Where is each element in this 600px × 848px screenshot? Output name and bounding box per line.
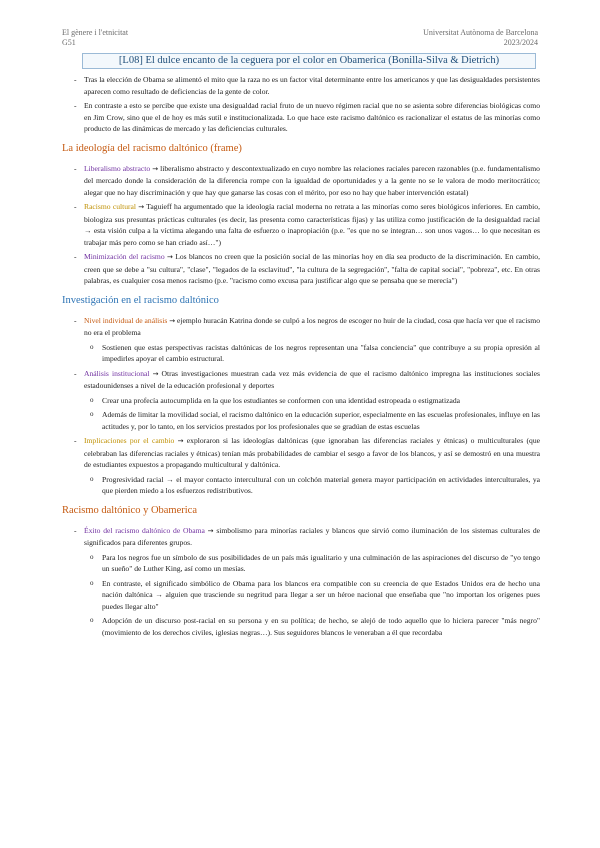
term-label: Análisis institucional bbox=[84, 368, 150, 378]
header-left bbox=[62, 28, 128, 48]
item-text: exploraron si las ideologías daltónicas (que ignoraban las diferencias raciales y étnicas) o multiculturales (que celebraban las diferencias raciales y étnicas) tenían más probabilidades de cambiar el sesgo a favor de los blancos, y así se demostró en una muestra de estudiantes expuestos a propagando multicultural y daltónica. bbox=[84, 436, 540, 469]
list-item bbox=[62, 435, 540, 471]
arrow-icon: → bbox=[177, 437, 184, 445]
sub-list-item: o Además de limitar la movilidad social, el racismo daltónico en la educación superior, especialmente en las escuelas profesionales, influye en las actitudes y, por lo tanto, en los servicios prestados por los profesionales que se gradúan de estas escuelas bbox=[62, 409, 540, 432]
arrow-icon: → bbox=[207, 526, 214, 535]
academic-year: 2023/2024 bbox=[503, 38, 538, 47]
item-text: Taguieff ha argumentado que la ideología racial moderna no retrata a las minorías como seres biológicos inferiores. En cambio, biologiza sus presuntas prácticas culturales (es decir, las presenta como características fijas) y las utiliza como justificación de la desigualdad racial → esta visión culpa a la víctima alegando una falta de esfuerzo o inapropiación (p.e. "es que no se integran… son unos vagos… lo que necesitan es trabajar más pero como se han criado así…") bbox=[84, 202, 540, 247]
item-text: Otras investigaciones muestran cada vez más evidencia de que el racismo daltónico impregna las instituciones sociales estadounidenses a nivel de la educación profesional y deportes bbox=[84, 368, 540, 390]
term-label: Minimización del racismo bbox=[84, 252, 165, 261]
item-text: liberalismo abstracto y descontextualizado en cuyo nombre las relaciones raciales parecen razonables (p.e. fundamentalismo del mercado donde la consideración de la diferencia rompe con la igualdad de oportunidades y a la gente no se le valora de modo meritocrático; alegar que no hay discriminación y que hay que ganarse las cosas con el mérito, por eso no hay que haber intervención estatal) bbox=[84, 163, 540, 197]
list-item bbox=[62, 163, 540, 199]
section-heading-ideology: La ideología del racismo daltónico (frame) bbox=[62, 142, 242, 154]
list-item bbox=[62, 315, 540, 339]
document-body bbox=[62, 74, 540, 641]
sub-list-item: o Crear una profecía autocumplida en la que los estudiantes se conformen con una identidad estropeada o estigmatizada bbox=[62, 395, 540, 407]
header-right bbox=[423, 28, 538, 48]
term-label: Racismo cultural bbox=[84, 202, 137, 211]
sub-list-item: o Progresividad racial → el mayor contacto intercultural con un colchón material genera mayor participación en actividades interculturales, ya que pierden miedo a los esfuerzos redistributivos. bbox=[62, 474, 540, 497]
sub-list-item: o Sostienen que estas perspectivas racistas daltónicas de los negros representan una "falsa conciencia" que contribuye a su propia opresión al impedirles apoyar el cambio estructural. bbox=[62, 342, 540, 365]
arrow-icon: → bbox=[152, 369, 159, 378]
arrow-icon: → bbox=[138, 203, 145, 211]
intro-paragraph: - Tras la elección de Obama se alimentó el mito que la raza no es un factor vital determinante entre los americanos y que las desigualdades persistentes aparecen como resultado de deficiencias de la gente de color. bbox=[62, 74, 540, 97]
list-item bbox=[62, 525, 540, 549]
list-item bbox=[62, 368, 540, 392]
sub-list-item: o Para los negros fue un símbolo de sus posibilidades de un país más igualitario y una culminación de las aspiraciones del discurso de "yo tengo un sueño" de Luther King, así como un mesías. bbox=[62, 552, 540, 575]
arrow-icon: → bbox=[167, 253, 173, 261]
sub-list-item: o Adopción de un discurso post-racial en su persona y en su política; de hecho, se alejó de todo aquello que lo hiciera parecer "más negro" (movimiento de los derechos civiles, iglesias negras…). Sus seguidores blancos le veneraban a él que recordaba bbox=[62, 615, 540, 638]
term-label: Implicaciones por el cambio bbox=[84, 436, 175, 445]
list-item bbox=[62, 251, 540, 287]
arrow-icon: → bbox=[169, 316, 176, 325]
sub-list-item: o En contraste, el significado simbólico de Obama para los blancos era compatible con su creencia de que Estados Unidos era de hecho una nación daltónica → alguien que trasciende su negritud para llegar a ser un héroe nacional que enseñaba que "no importan los orígenes pues puedes llegar alto" bbox=[62, 578, 540, 613]
section-heading-obamerica: Racismo daltónico y Obamerica bbox=[62, 504, 197, 516]
university-name: Universitat Autònoma de Barcelona bbox=[423, 28, 538, 37]
item-text: ejemplo huracán Katrina donde se culpó a los negros de escoger no huir de la ciudad, cosa que hacía ver que el racismo no era el problema bbox=[84, 315, 540, 337]
item-text: simbolismo para minorías raciales y blancos que sirvió como iluminación de los sistemas culturales de significados para diferentes grupos. bbox=[84, 525, 540, 547]
section-heading-research: Investigación en el racismo daltónico bbox=[62, 294, 219, 306]
page-title: [L08] El dulce encanto de la ceguera por el color en Obamerica (Bonilla-Silva & Dietrich) bbox=[82, 53, 536, 69]
term-label: Nivel individual de análisis bbox=[84, 315, 168, 325]
term-label: Éxito del racismo daltónico de Obama bbox=[84, 525, 205, 535]
intro-paragraph: - En contraste a esto se percibe que existe una desigualdad racial fruto de un nuevo régimen racial que no se asienta sobre diferencias biológicas como en Jim Crow, sino que el de hoy es más sutil e institucionalizada. Lo que hace este racismo daltónico es racionalizar el estatus de las minorías como producto de las dinámicas de mercado y las deficiencias culturales. bbox=[62, 100, 540, 135]
item-text: Los blancos no creen que la posición social de las minorías hoy en día sea producto de la discriminación. En cambio, creen que se debe a "su cultura", "clase", "legados de la esclavitud", "la cultura de la segregación", "falta de capital social", "pobreza", etc. En otras palabras, es cualquier cosa menos racismo (p.e. "racismo como excusa para justificar algo que se pensaba que se merecía") bbox=[84, 252, 540, 285]
course-code: G51 bbox=[62, 38, 76, 47]
arrow-icon: → bbox=[152, 164, 159, 173]
list-item bbox=[62, 201, 540, 248]
course-name: El gènere i l'etnicitat bbox=[62, 28, 129, 37]
term-label: Liberalismo abstracto bbox=[84, 163, 151, 173]
